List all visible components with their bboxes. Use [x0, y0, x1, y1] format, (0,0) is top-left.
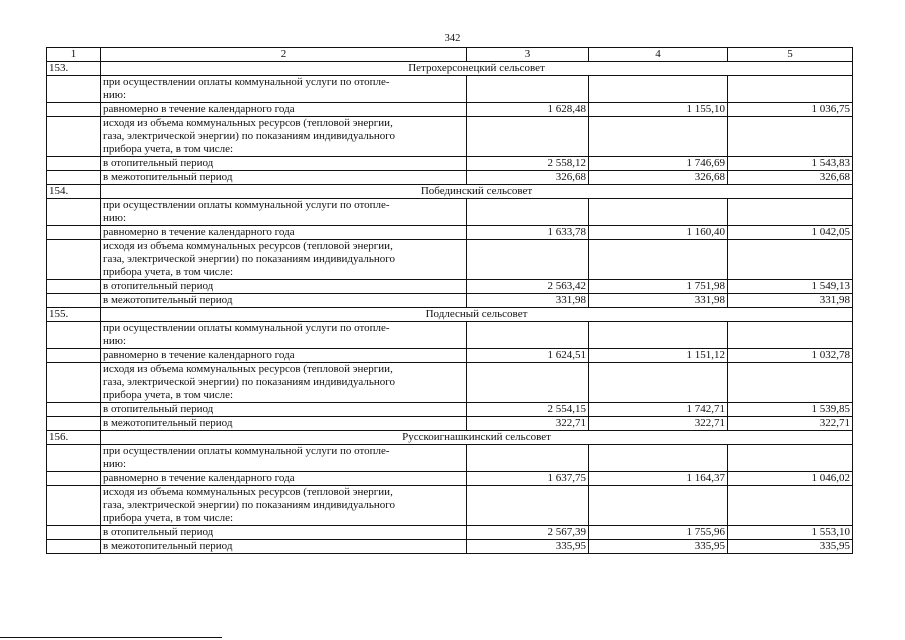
table-body	[47, 48, 853, 554]
value-cell-v4: 1 746,69	[589, 157, 728, 171]
value-cell-v5: 322,71	[728, 417, 853, 431]
empty-number-cell	[47, 472, 101, 486]
row-label: при осуществлении оплаты коммунальной услуги по отопле- нию:	[101, 199, 467, 226]
section-title: Петрохерсонецкий сельсовет	[101, 62, 853, 76]
empty-number-cell	[47, 294, 101, 308]
table-row	[47, 526, 853, 540]
value-cell-v3	[467, 445, 589, 472]
value-cell-v5: 326,68	[728, 171, 853, 185]
value-cell-v5	[728, 445, 853, 472]
value-cell-v4	[589, 363, 728, 403]
empty-number-cell	[47, 526, 101, 540]
row-label: в отопительный период	[101, 157, 467, 171]
row-label: при осуществлении оплаты коммунальной услуги по отопле- нию:	[101, 322, 467, 349]
row-label: в межотопительный период	[101, 540, 467, 554]
value-cell-v5: 331,98	[728, 294, 853, 308]
section-number: 156.	[47, 431, 101, 445]
footer-rule	[0, 637, 222, 638]
empty-number-cell	[47, 226, 101, 240]
row-label: в отопительный период	[101, 526, 467, 540]
value-cell-v3: 322,71	[467, 417, 589, 431]
column-header-3: 3	[467, 48, 589, 62]
row-label: при осуществлении оплаты коммунальной услуги по отопле- нию:	[101, 76, 467, 103]
section-header-row	[47, 62, 853, 76]
row-label: исходя из объема коммунальных ресурсов (тепловой энергии, газа, электрической энергии) по показаниям индивидуального прибора учета, в том числе:	[101, 117, 467, 157]
value-cell-v4: 1 160,40	[589, 226, 728, 240]
value-cell-v5: 1 553,10	[728, 526, 853, 540]
empty-number-cell	[47, 240, 101, 280]
row-label: исходя из объема коммунальных ресурсов (тепловой энергии, газа, электрической энергии) по показаниям индивидуального прибора учета, в том числе:	[101, 363, 467, 403]
value-cell-v4: 335,95	[589, 540, 728, 554]
section-number: 154.	[47, 185, 101, 199]
row-label: в межотопительный период	[101, 294, 467, 308]
value-cell-v3	[467, 240, 589, 280]
value-cell-v5	[728, 363, 853, 403]
column-header-2: 2	[101, 48, 467, 62]
value-cell-v5	[728, 117, 853, 157]
value-cell-v3: 2 554,15	[467, 403, 589, 417]
empty-number-cell	[47, 417, 101, 431]
value-cell-v5	[728, 240, 853, 280]
value-cell-v3: 326,68	[467, 171, 589, 185]
row-label: в межотопительный период	[101, 417, 467, 431]
row-label: равномерно в течение календарного года	[101, 349, 467, 363]
table-row	[47, 445, 853, 472]
value-cell-v4: 1 751,98	[589, 280, 728, 294]
empty-number-cell	[47, 117, 101, 157]
value-cell-v4: 331,98	[589, 294, 728, 308]
value-cell-v5	[728, 199, 853, 226]
table-row	[47, 349, 853, 363]
value-cell-v4: 322,71	[589, 417, 728, 431]
empty-number-cell	[47, 280, 101, 294]
section-title: Русскоигнашкинский сельсовет	[101, 431, 853, 445]
value-cell-v3: 2 567,39	[467, 526, 589, 540]
empty-number-cell	[47, 157, 101, 171]
row-label: равномерно в течение календарного года	[101, 103, 467, 117]
row-label: равномерно в течение календарного года	[101, 472, 467, 486]
column-header-1: 1	[47, 48, 101, 62]
value-cell-v4	[589, 445, 728, 472]
table-row	[47, 417, 853, 431]
section-title: Подлесный сельсовет	[101, 308, 853, 322]
value-cell-v5	[728, 486, 853, 526]
section-number: 153.	[47, 62, 101, 76]
table-row	[47, 171, 853, 185]
empty-number-cell	[47, 486, 101, 526]
tariff-table	[46, 47, 853, 554]
value-cell-v3: 1 628,48	[467, 103, 589, 117]
row-label: исходя из объема коммунальных ресурсов (тепловой энергии, газа, электрической энергии) по показаниям индивидуального прибора учета, в том числе:	[101, 240, 467, 280]
value-cell-v3: 1 633,78	[467, 226, 589, 240]
row-label: в межотопительный период	[101, 171, 467, 185]
value-cell-v4	[589, 322, 728, 349]
table-row	[47, 403, 853, 417]
value-cell-v5: 1 549,13	[728, 280, 853, 294]
empty-number-cell	[47, 363, 101, 403]
value-cell-v5	[728, 76, 853, 103]
value-cell-v4: 326,68	[589, 171, 728, 185]
value-cell-v5: 335,95	[728, 540, 853, 554]
empty-number-cell	[47, 76, 101, 103]
value-cell-v4	[589, 486, 728, 526]
table-row	[47, 294, 853, 308]
value-cell-v4: 1 755,96	[589, 526, 728, 540]
value-cell-v5: 1 543,83	[728, 157, 853, 171]
value-cell-v3: 331,98	[467, 294, 589, 308]
table-row	[47, 117, 853, 157]
table-row	[47, 363, 853, 403]
value-cell-v3	[467, 322, 589, 349]
table-row	[47, 472, 853, 486]
table-row	[47, 157, 853, 171]
value-cell-v5	[728, 322, 853, 349]
column-header-row	[47, 48, 853, 62]
table-row	[47, 240, 853, 280]
value-cell-v4: 1 155,10	[589, 103, 728, 117]
value-cell-v3	[467, 199, 589, 226]
value-cell-v3: 2 563,42	[467, 280, 589, 294]
value-cell-v3: 1 637,75	[467, 472, 589, 486]
value-cell-v3: 1 624,51	[467, 349, 589, 363]
row-label: при осуществлении оплаты коммунальной услуги по отопле- нию:	[101, 445, 467, 472]
table-row	[47, 226, 853, 240]
table-row	[47, 199, 853, 226]
value-cell-v4	[589, 240, 728, 280]
row-label: в отопительный период	[101, 280, 467, 294]
value-cell-v3: 2 558,12	[467, 157, 589, 171]
table-row	[47, 103, 853, 117]
value-cell-v5: 1 539,85	[728, 403, 853, 417]
section-number: 155.	[47, 308, 101, 322]
empty-number-cell	[47, 103, 101, 117]
value-cell-v3	[467, 363, 589, 403]
empty-number-cell	[47, 445, 101, 472]
empty-number-cell	[47, 171, 101, 185]
row-label: в отопительный период	[101, 403, 467, 417]
value-cell-v3	[467, 76, 589, 103]
value-cell-v4: 1 151,12	[589, 349, 728, 363]
value-cell-v4	[589, 76, 728, 103]
value-cell-v4	[589, 199, 728, 226]
value-cell-v5: 1 036,75	[728, 103, 853, 117]
row-label: исходя из объема коммунальных ресурсов (тепловой энергии, газа, электрической энергии) по показаниям индивидуального прибора учета, в том числе:	[101, 486, 467, 526]
empty-number-cell	[47, 199, 101, 226]
section-header-row	[47, 431, 853, 445]
column-header-4: 4	[589, 48, 728, 62]
value-cell-v4: 1 164,37	[589, 472, 728, 486]
value-cell-v5: 1 042,05	[728, 226, 853, 240]
table-row	[47, 486, 853, 526]
table-row	[47, 322, 853, 349]
column-header-5: 5	[728, 48, 853, 62]
value-cell-v4: 1 742,71	[589, 403, 728, 417]
section-title: Побединский сельсовет	[101, 185, 853, 199]
empty-number-cell	[47, 322, 101, 349]
value-cell-v4	[589, 117, 728, 157]
empty-number-cell	[47, 349, 101, 363]
value-cell-v3	[467, 117, 589, 157]
value-cell-v5: 1 046,02	[728, 472, 853, 486]
table-row	[47, 540, 853, 554]
page-number: 342	[444, 33, 461, 44]
row-label: равномерно в течение календарного года	[101, 226, 467, 240]
table-row	[47, 76, 853, 103]
value-cell-v5: 1 032,78	[728, 349, 853, 363]
table-row	[47, 280, 853, 294]
value-cell-v3	[467, 486, 589, 526]
empty-number-cell	[47, 403, 101, 417]
section-header-row	[47, 185, 853, 199]
value-cell-v3: 335,95	[467, 540, 589, 554]
empty-number-cell	[47, 540, 101, 554]
section-header-row	[47, 308, 853, 322]
